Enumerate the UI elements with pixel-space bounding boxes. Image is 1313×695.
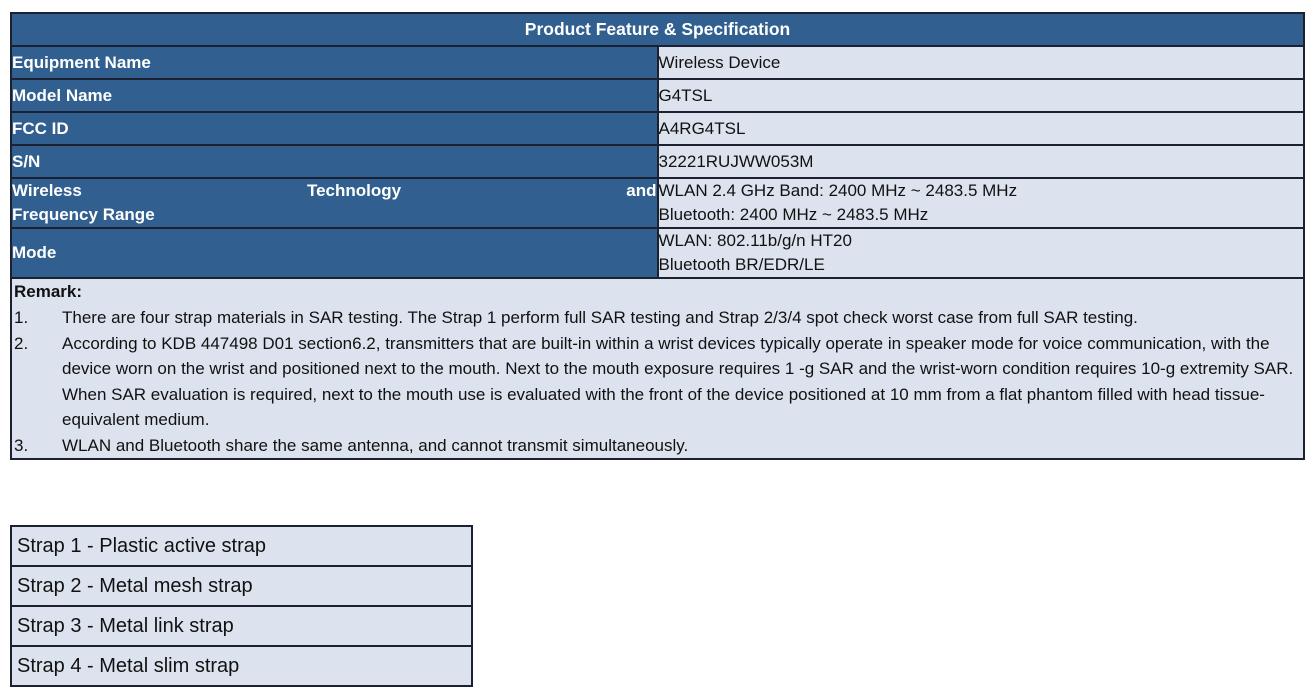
frequency-range-label-line2: Frequency Range [12, 205, 155, 224]
remark-item-text: WLAN and Bluetooth share the same antenna, and cannot transmit simultaneously. [62, 435, 689, 455]
table-row [11, 79, 1304, 112]
remark-item-3 [12, 433, 1303, 459]
table-title: Product Feature & Specification [11, 13, 1304, 46]
strap-row-3: Strap 3 - Metal link strap [12, 607, 471, 647]
remark-item-number: 3. [14, 435, 29, 455]
bluetooth-mode-value: Bluetooth BR/EDR/LE [658, 255, 825, 274]
strap-row-4: Strap 4 - Metal slim strap [12, 647, 471, 685]
mode-value [658, 228, 1305, 278]
strap-materials-table [10, 525, 473, 687]
wlan-frequency-value: WLAN 2.4 GHz Band: 2400 MHz ~ 2483.5 MHz [658, 181, 1018, 200]
fcc-id-label: FCC ID [11, 112, 658, 145]
table-row [11, 228, 1304, 278]
strap-row-2: Strap 2 - Metal mesh strap [12, 567, 471, 607]
mode-label: Mode [11, 228, 658, 278]
table-row [11, 145, 1304, 178]
remark-item-1 [12, 305, 1303, 331]
model-name-label: Model Name [11, 79, 658, 112]
table-row [11, 112, 1304, 145]
frequency-range-label-line1: Wireless Technology and [12, 181, 657, 200]
table-row [11, 46, 1304, 79]
remark-item-text: According to KDB 447498 D01 section6.2, transmitters that are built-in within a wrist devices typically operate in speaker mode for voice communication, with the device worn on the wrist and positioned next to the mouth. Next to the mouth exposure requires 1 -g SAR and the wrist-worn condition requires 10-g extremity SAR. When SAR evaluation is required, next to the mouth use is evaluated with the front of the device positioned at 10 mm from a flat phantom filled with head tissue-equivalent medium. [62, 333, 1294, 429]
wlan-mode-value: WLAN: 802.11b/g/n HT20 [658, 231, 852, 250]
frequency-range-value [658, 178, 1305, 228]
fcc-id-value: A4RG4TSL [658, 112, 1305, 145]
serial-number-label: S/N [11, 145, 658, 178]
remark-item-text: There are four strap materials in SAR testing. The Strap 1 perform full SAR testing and Strap 2/3/4 spot check worst case from full SAR testing. [62, 308, 1138, 327]
remark-item-2 [12, 331, 1303, 433]
equipment-name-value: Wireless Device [658, 46, 1305, 79]
remark-item-number: 2. [14, 333, 29, 353]
remark-heading: Remark: [14, 282, 83, 301]
frequency-range-label [11, 178, 658, 228]
remark-section [11, 278, 1304, 459]
remark-item-number: 1. [14, 308, 29, 327]
bluetooth-frequency-value: Bluetooth: 2400 MHz ~ 2483.5 MHz [658, 205, 929, 224]
serial-number-value: 32221RUJWW053M [658, 145, 1305, 178]
strap-row-1: Strap 1 - Plastic active strap [12, 527, 471, 567]
product-spec-table [10, 12, 1305, 460]
table-header-row [11, 13, 1304, 46]
table-row [11, 178, 1304, 228]
remark-row [11, 278, 1304, 459]
equipment-name-label: Equipment Name [11, 46, 658, 79]
model-name-value: G4TSL [658, 79, 1305, 112]
